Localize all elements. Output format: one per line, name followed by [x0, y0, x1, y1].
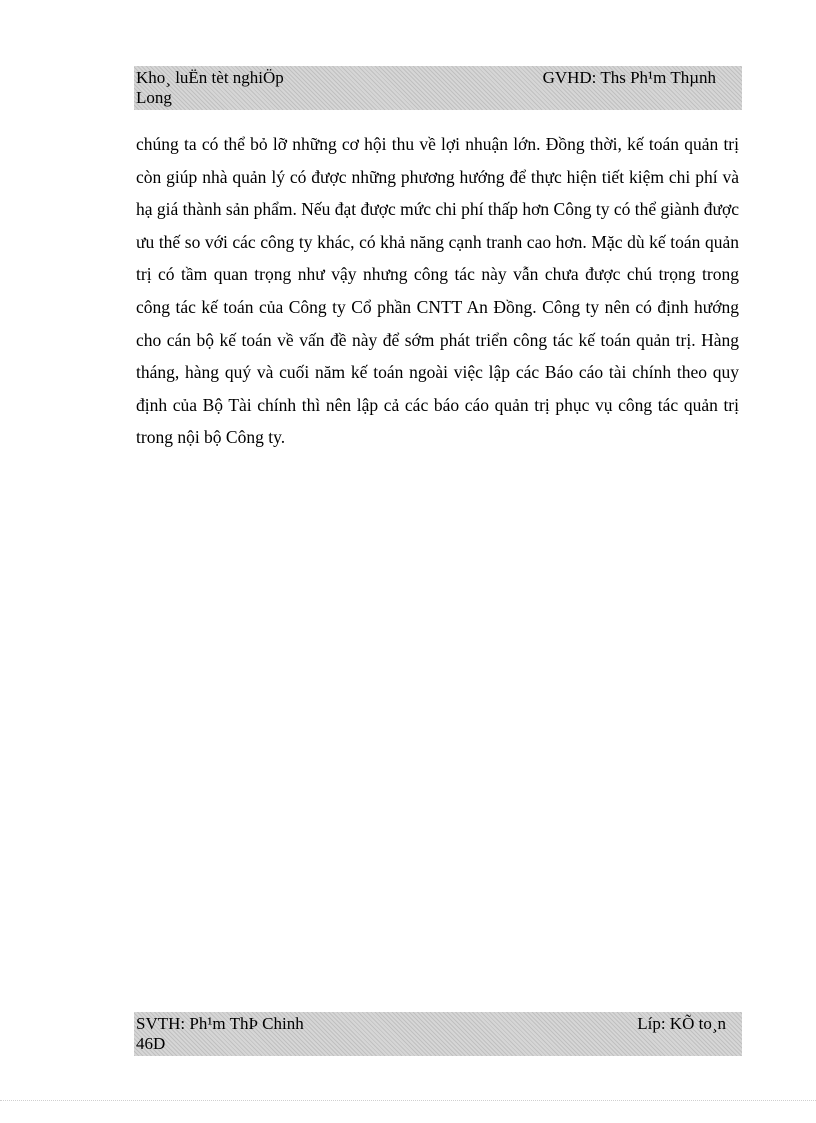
- header-supervisor-continuation: Long: [136, 88, 172, 107]
- footer-class: Líp: KÕ to¸n: [637, 1014, 726, 1033]
- footer-student: SVTH: Ph¹m ThÞ Chinh: [136, 1014, 304, 1033]
- header-thesis-title: Kho¸ luËn tèt nghiÖp: [136, 68, 284, 87]
- page-header: [134, 66, 742, 110]
- header-supervisor: GVHD: Ths Ph¹m Thµnh: [542, 68, 716, 87]
- page-bottom-divider: [0, 1100, 816, 1101]
- body-text: [136, 128, 739, 454]
- body-paragraph: chúng ta có thể bỏ lỡ những cơ hội thu về lợi nhuận lớn. Đồng thời, kế toán quản trị còn giúp nhà quản lý có được những phương hướng để thực hiện tiết kiệm chi phí và hạ giá thành sản phẩm. Nếu đạt được mức chi phí thấp hơn Công ty có thể giành được ưu thế so với các công ty khác, có khả năng cạnh tranh cao hơn. Mặc dù kế toán quản trị có tầm quan trọng như vậy nhưng công tác này vẫn chưa được chú trọng trong công tác kế toán của Công ty Cổ phần CNTT An Đồng. Công ty nên có định hướng cho cán bộ kế toán về vấn đề này để sớm phát triển công tác kế toán quản trị. Hàng tháng, hàng quý và cuối năm kế toán ngoài việc lập các Báo cáo tài chính theo quy định của Bộ Tài chính thì nên lập cả các báo cáo quản trị phục vụ công tác quản trị trong nội bộ Công ty.: [136, 134, 739, 448]
- footer-class-continuation: 46D: [136, 1034, 166, 1053]
- page-footer: [134, 1012, 742, 1056]
